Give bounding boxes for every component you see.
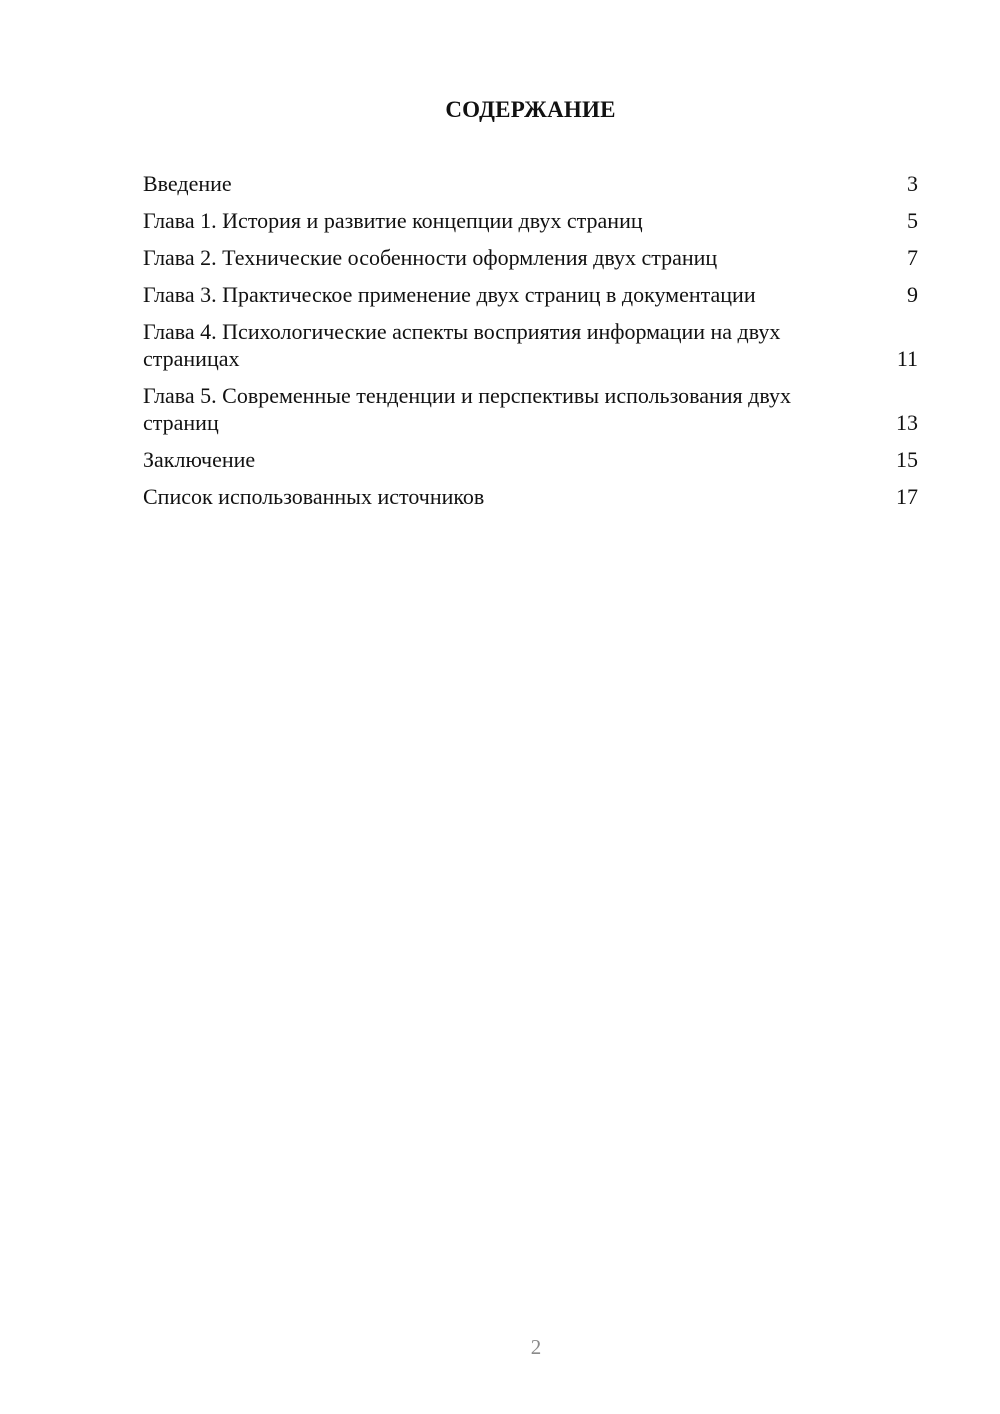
- page-title: СОДЕРЖАНИЕ: [445, 97, 616, 122]
- toc-entry-references[interactable]: [143, 483, 918, 510]
- toc-entry-page: 7: [907, 245, 918, 270]
- toc-entry-label: Глава 4. Психологические аспекты восприятия информации на двух страницах: [143, 319, 781, 371]
- toc-entry-label: Глава 3. Практическое применение двух страниц в документации: [143, 282, 756, 307]
- toc-entry-chapter-5[interactable]: [143, 382, 918, 436]
- toc-entry-chapter-3[interactable]: [143, 281, 918, 308]
- toc-entry-label: Введение: [143, 171, 232, 196]
- toc-entry-chapter-2[interactable]: [143, 244, 918, 271]
- toc-entry-page: 17: [896, 484, 918, 509]
- toc-entry-page: 11: [896, 346, 918, 371]
- toc-entry-chapter-4[interactable]: [143, 318, 918, 372]
- toc-entry-page: 13: [896, 410, 918, 435]
- toc-entry-page: 15: [896, 447, 918, 472]
- toc-entry-label: Заключение: [143, 447, 256, 472]
- toc-entry-label: Глава 5. Современные тенденции и перспективы использования двух страниц: [143, 383, 792, 435]
- toc-entry-label: Глава 1. История и развитие концепции двух страниц: [143, 208, 643, 233]
- toc-entry-label: Список использованных источников: [143, 484, 485, 509]
- table-of-contents: [143, 170, 918, 520]
- toc-entry-chapter-1[interactable]: [143, 207, 918, 234]
- toc-entry-page: 3: [907, 171, 918, 196]
- toc-entry-page: 9: [907, 282, 918, 307]
- toc-entry-label: Глава 2. Технические особенности оформления двух страниц: [143, 245, 718, 270]
- toc-entry-conclusion[interactable]: [143, 446, 918, 473]
- toc-entry-page: 5: [907, 208, 918, 233]
- toc-entry-introduction[interactable]: [143, 170, 918, 197]
- page-number: 2: [530, 1335, 542, 1359]
